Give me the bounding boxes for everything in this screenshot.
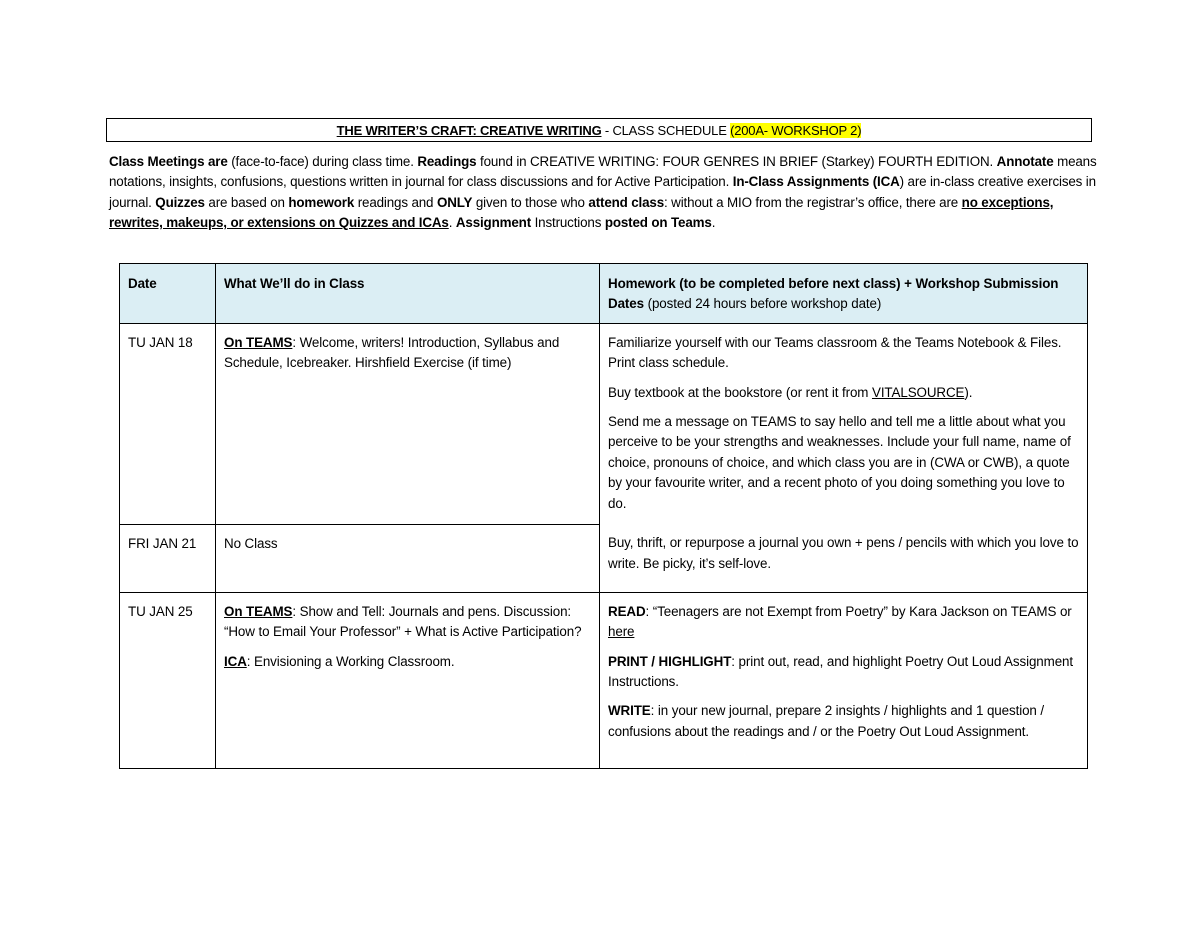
here-link[interactable]: here: [608, 624, 635, 640]
vitalsource-link[interactable]: VITALSOURCE: [871, 384, 965, 400]
class-description: : Show and Tell: Journals and pens. Discussion: “How to Email Your Professor” + What is Active Participation?: [224, 603, 582, 640]
table-row: [120, 592, 1088, 768]
row-homework: [600, 592, 1088, 768]
homework-item: [608, 701, 1079, 742]
page-title: [106, 118, 1092, 142]
header-class: [216, 264, 600, 324]
class-item: [224, 602, 591, 643]
row-date: TU JAN 25: [120, 592, 216, 768]
intro-text: (face-to-face) during class time.: [227, 154, 418, 169]
write-label: WRITE: [608, 703, 651, 719]
intro-text: are based on: [204, 194, 289, 210]
row-date: FRI JAN 21: [120, 524, 216, 592]
table-row: [120, 524, 1088, 592]
read-description: : “Teenagers are not Exempt from Poetry” by Kara Jackson on TEAMS or: [645, 603, 1072, 619]
homework-item: [608, 383, 1079, 403]
header-date: [120, 264, 216, 324]
table-header-row: [120, 264, 1088, 324]
intro-text: .: [711, 215, 716, 231]
write-description: : in your new journal, prepare 2 insights / highlights and 1 question / confusions about the readings and / or the Poetry Out Loud Assignment.: [608, 703, 1045, 739]
on-teams-label: On TEAMS: [224, 334, 293, 350]
print-description: : print out, read, and highlight Poetry Out Loud Assignment Instructions.: [608, 653, 1074, 690]
row-date: TU JAN 18: [120, 323, 216, 524]
homework-text: Buy textbook at the bookstore (or rent it from: [608, 384, 872, 400]
homework-item: Familiarize yourself with our Teams classroom & the Teams Notebook & Files. Print class schedule.: [608, 334, 1062, 371]
intro-text: given to those who: [472, 194, 589, 210]
title-separator: -: [601, 122, 613, 138]
row-class: [216, 592, 600, 768]
read-label: READ: [608, 603, 646, 619]
ica-label: ICA: [224, 653, 247, 669]
header-date-label: Date: [128, 276, 157, 291]
schedule-table: [119, 263, 1088, 769]
title-sub: CLASS SCHEDULE: [612, 122, 731, 138]
homework-item: [608, 652, 1079, 693]
intro-only: ONLY: [436, 194, 473, 210]
intro-assignment: Assignment: [455, 215, 532, 231]
intro-ica: In-Class Assignments (ICA: [732, 174, 900, 190]
class-description: : Welcome, writers! Introduction, Syllabus and Schedule, Icebreaker. Hirshfield Exercise (if time): [224, 334, 560, 371]
row-homework: [600, 323, 1088, 524]
intro-paragraph: [109, 152, 1099, 234]
print-label: PRINT / HIGHLIGHT: [608, 653, 732, 669]
intro-readings: Readings: [417, 154, 477, 169]
title-highlight: (200A- WORKSHOP 2): [730, 122, 862, 138]
intro-text: means notations, insights, confusions, questions written in journal for class discussions and for Active Participation.: [109, 154, 1097, 190]
title-main: THE WRITER’S CRAFT: CREATIVE WRITING: [336, 122, 602, 138]
table-row: [120, 323, 1088, 524]
homework-item: Send me a message on TEAMS to say hello and tell me a little about what you perceive to be your strengths and weaknesses. Include your full name, name of choice, pronouns of choice, and which class you are in (CWA or CWB), a quote by your favourite writer, and a recent photo of you doing something you love to do.: [608, 414, 1071, 511]
intro-text: Instructions: [531, 215, 605, 231]
header-homework-label: Homework (to be completed before next class) + Workshop Submission Dates: [608, 276, 1059, 312]
intro-text: : without a MIO from the registrar’s office, there are: [664, 194, 962, 210]
intro-posted-on-teams: posted on Teams: [604, 215, 712, 231]
intro-text: found in CREATIVE WRITING: FOUR GENRES IN BRIEF (Starkey) FOURTH EDITION.: [476, 154, 997, 169]
intro-attend-class: attend class: [588, 194, 665, 210]
row-class: [216, 323, 600, 524]
intro-text: readings and: [354, 194, 437, 210]
intro-text: ) are in-class creative exercises in journal.: [109, 174, 1096, 210]
ica-description: : Envisioning a Working Classroom.: [246, 653, 455, 669]
intro-no-exceptions: no exceptions, rewrites, makeups, or extensions on Quizzes and ICAs: [109, 194, 1054, 231]
class-item: [224, 652, 591, 672]
row-homework: Buy, thrift, or repurpose a journal you own + pens / pencils with which you love to write. Be picky, it’s self-love.: [600, 524, 1088, 592]
intro-text: .: [448, 215, 456, 231]
intro-class-meetings: Class Meetings are: [109, 154, 228, 169]
header-class-label: What We’ll do in Class: [224, 276, 365, 291]
on-teams-label: On TEAMS: [224, 603, 293, 619]
homework-item: [608, 602, 1079, 643]
header-homework-note: (posted 24 hours before workshop date): [643, 296, 882, 312]
row-class: No Class: [216, 524, 600, 592]
intro-quizzes: Quizzes: [155, 194, 205, 210]
homework-text: ).: [964, 384, 973, 400]
intro-homework: homework: [288, 194, 355, 210]
header-homework: [600, 264, 1088, 324]
intro-annotate: Annotate: [996, 154, 1054, 169]
